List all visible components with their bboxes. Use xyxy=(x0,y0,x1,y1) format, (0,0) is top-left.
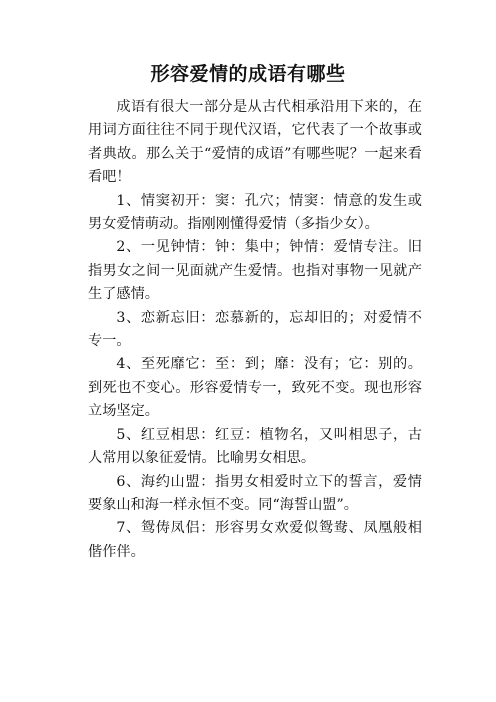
idiom-item: 3、恋新忘旧：恋慕新的，忘却旧的；对爱情不专一。 xyxy=(88,309,422,350)
intro-paragraph: 成语有很大一部分是从古代相承沿用下来的，在用词方面往往不同于现代汉语，它代表了一个故事或者典故。那么关于“爱情的成语”有哪些呢？一起来看看吧！ xyxy=(88,99,422,186)
idiom-item: 5、红豆相思：红豆：植物名，又叫相思子，古人常用以象征爱情。比喻男女相思。 xyxy=(88,426,422,467)
document-body xyxy=(88,96,422,564)
idiom-item: 2、一见钟情：钟：集中；钟情：爱情专注。旧指男女之间一见面就产生爱情。也指对事物一见就产生了感情。 xyxy=(88,239,422,303)
idiom-item: 7、鸳俦凤侣：形容男女欢爱似鸳鸯、凤凰般相偕作伴。 xyxy=(88,520,422,560)
document-title: 形容爱情的成语有哪些 xyxy=(150,63,346,85)
idiom-item: 6、海约山盟：指男女相爱时立下的誓言，爱情要象山和海一样永恒不变。同“海誓山盟”。 xyxy=(88,473,422,513)
idiom-item: 1、情窦初开：窦：孔穴；情窦：情意的发生或男女爱情萌动。指刚刚懂得爱情（多指少女）。 xyxy=(88,192,422,233)
idiom-item: 4、至死靡它：至：到；靡：没有；它：别的。到死也不变心。形容爱情专一，致死不变。现也形容立场坚定。 xyxy=(88,356,422,420)
